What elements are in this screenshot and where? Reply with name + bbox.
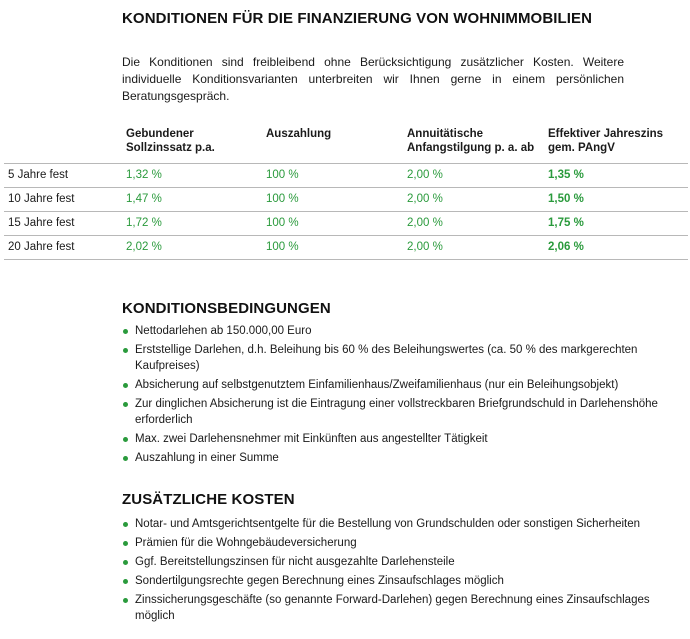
cell-sollzins: 1,47 %	[122, 188, 262, 212]
table-header-auszahlung: Auszahlung	[262, 125, 403, 164]
conditions-table	[4, 125, 688, 260]
list-item: Notar- und Amtsgerichtsentgelte für die Bestellung von Grundschulden oder sonstigen Sicherheiten	[122, 516, 682, 532]
bullet-icon	[123, 541, 128, 546]
table-row	[4, 164, 688, 188]
table-header-empty	[4, 125, 122, 164]
costs-list	[122, 516, 682, 627]
bullet-icon	[123, 560, 128, 565]
bullet-icon	[123, 522, 128, 527]
list-item: Zinssicherungsgeschäfte (so genannte Forward-Darlehen) gegen Berechnung eines Zinsaufschlages möglich	[122, 592, 682, 624]
cell-sollzins: 2,02 %	[122, 236, 262, 260]
row-label: 5 Jahre fest	[4, 164, 122, 188]
cell-auszahlung: 100 %	[262, 188, 403, 212]
bullet-icon	[123, 437, 128, 442]
list-item: Max. zwei Darlehensnehmer mit Einkünften aus angestellter Tätigkeit	[122, 431, 682, 447]
cell-effektiv: 2,06 %	[544, 236, 688, 260]
bullet-icon	[123, 348, 128, 353]
row-label: 20 Jahre fest	[4, 236, 122, 260]
page-title: KONDITIONEN FÜR DIE FINANZIERUNG VON WOHNIMMOBILIEN	[122, 10, 593, 27]
intro-paragraph: Die Konditionen sind freibleibend ohne Berücksichtigung zusätzlicher Kosten. Weitere individuelle Konditionsvarianten unterbreiten wir Ihnen gerne in einem persönlichen Beratungsgespräch.	[122, 55, 624, 103]
cell-tilgung: 2,00 %	[403, 188, 544, 212]
cell-tilgung: 2,00 %	[403, 212, 544, 236]
bullet-icon	[123, 402, 128, 407]
cell-effektiv: 1,35 %	[544, 164, 688, 188]
list-item: Absicherung auf selbstgenutztem Einfamilienhaus/Zweifamilienhaus (nur ein Beleihungsobjekt)	[122, 377, 682, 393]
cell-auszahlung: 100 %	[262, 212, 403, 236]
conditions-list	[122, 323, 682, 469]
cell-effektiv: 1,75 %	[544, 212, 688, 236]
cell-tilgung: 2,00 %	[403, 236, 544, 260]
conditions-section-title: KONDITIONSBEDINGUNGEN	[122, 300, 331, 317]
list-item: Auszahlung in einer Summe	[122, 450, 682, 466]
table-header-row	[4, 125, 688, 164]
bullet-icon	[123, 383, 128, 388]
table-header-effektiv: Effektiver Jahreszins gem. PAngV	[544, 125, 688, 164]
costs-section-title: ZUSÄTZLICHE KOSTEN	[122, 491, 295, 508]
cell-sollzins: 1,72 %	[122, 212, 262, 236]
bullet-icon	[123, 329, 128, 334]
table-row	[4, 212, 688, 236]
cell-tilgung: 2,00 %	[403, 164, 544, 188]
list-item: Prämien für die Wohngebäudeversicherung	[122, 535, 682, 551]
row-label: 10 Jahre fest	[4, 188, 122, 212]
table-header-sollzins: Gebundener Sollzinssatz p.a.	[122, 125, 262, 164]
bullet-icon	[123, 579, 128, 584]
list-item: Ggf. Bereitstellungszinsen für nicht ausgezahlte Darlehensteile	[122, 554, 682, 570]
bullet-icon	[123, 598, 128, 603]
table-row	[4, 188, 688, 212]
cell-sollzins: 1,32 %	[122, 164, 262, 188]
table-row	[4, 236, 688, 260]
list-item: Zur dinglichen Absicherung ist die Eintragung einer vollstreckbaren Briefgrundschuld in Darlehenshöhe erforderlich	[122, 396, 682, 428]
row-label: 15 Jahre fest	[4, 212, 122, 236]
cell-auszahlung: 100 %	[262, 236, 403, 260]
cell-effektiv: 1,50 %	[544, 188, 688, 212]
cell-auszahlung: 100 %	[262, 164, 403, 188]
list-item: Erststellige Darlehen, d.h. Beleihung bis 60 % des Beleihungswertes (ca. 50 % des markgerechten Kaufpreises)	[122, 342, 682, 374]
list-item: Nettodarlehen ab 150.000,00 Euro	[122, 323, 682, 339]
bullet-icon	[123, 456, 128, 461]
table-header-tilgung: Annuitätische Anfangstilgung p. a. ab	[403, 125, 544, 164]
list-item: Sondertilgungsrechte gegen Berechnung eines Zinsaufschlages möglich	[122, 573, 682, 589]
